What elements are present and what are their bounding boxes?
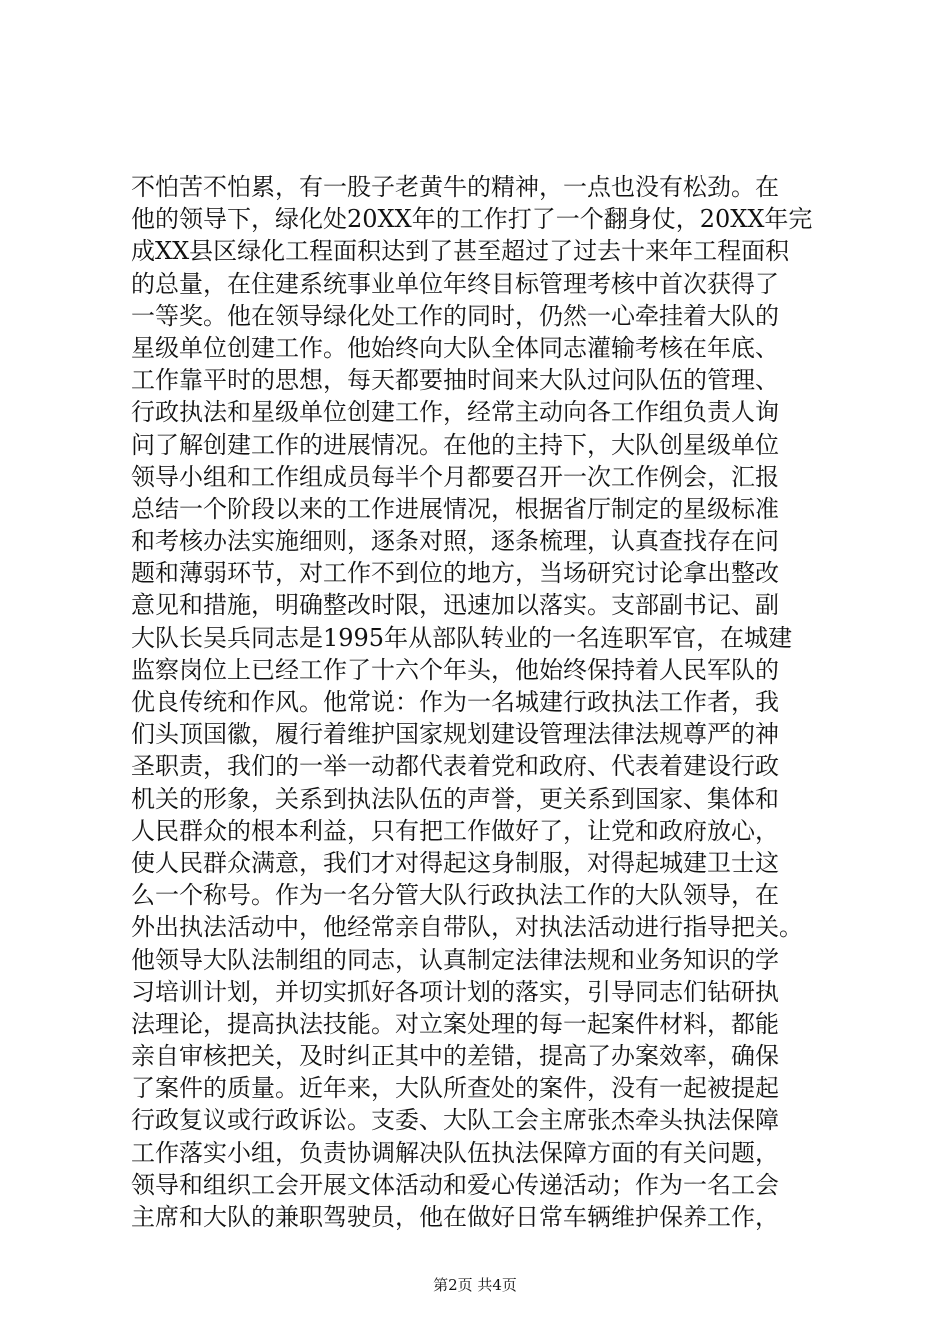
text-line: 和考核办法实施细则，逐条对照，逐条梳理，认真查找存在问 xyxy=(131,527,779,556)
text-line: 他领导大队法制组的同志，认真制定法律法规和业务知识的学 xyxy=(131,945,779,974)
text-line: 工作落实小组，负责协调解决队伍执法保障方面的有关问题， xyxy=(131,1138,779,1167)
text-line: 他的领导下，绿化处20XX年的工作打了一个翻身仗，20XX年完 xyxy=(131,205,813,234)
text-line: 领导和组织工会开展文体活动和爱心传递活动；作为一名工会 xyxy=(131,1170,779,1199)
text-line: 大队长吴兵同志是1995年从部队转业的一名连职军官，在城建 xyxy=(131,623,793,652)
text-line: 机关的形象，关系到执法队伍的声誉，更关系到国家、集体和 xyxy=(131,784,779,813)
text-line: 人民群众的根本利益，只有把工作做好了，让党和政府放心， xyxy=(131,816,779,845)
text-line: 圣职责，我们的一举一动都代表着党和政府、代表着建设行政 xyxy=(131,752,779,781)
text-line: 问了解创建工作的进展情况。在他的主持下，大队创星级单位 xyxy=(131,430,779,459)
text-line: 法理论，提高执法技能。对立案处理的每一起案件材料，都能 xyxy=(131,1009,779,1038)
text-line: 的总量，在住建系统事业单位年终目标管理考核中首次获得了 xyxy=(131,269,779,298)
text-line: 总结一个阶段以来的工作进展情况，根据省厅制定的星级标准 xyxy=(131,494,779,523)
text-line: 题和薄弱环节，对工作不到位的地方，当场研究讨论拿出整改 xyxy=(131,559,779,588)
text-line: 一等奖。他在领导绿化处工作的同时，仍然一心牵挂着大队的 xyxy=(131,301,779,330)
text-line: 亲自审核把关，及时纠正其中的差错，提高了办案效率，确保 xyxy=(131,1042,779,1071)
text-line: 习培训计划，并切实抓好各项计划的落实，引导同志们钻研执 xyxy=(131,977,779,1006)
text-line: 了案件的质量。近年来，大队所查处的案件，没有一起被提起 xyxy=(131,1074,779,1103)
text-line: 外出执法活动中，他经常亲自带队，对执法活动进行指导把关。 xyxy=(131,913,803,942)
text-line: 主席和大队的兼职驾驶员，他在做好日常车辆维护保养工作， xyxy=(131,1203,779,1231)
text-line: 星级单位创建工作。他始终向大队全体同志灌输考核在年底、 xyxy=(131,333,779,362)
text-line: 成XX县区绿化工程面积达到了甚至超过了过去十来年工程面积 xyxy=(131,237,790,266)
text-line: 优良传统和作风。他常说：作为一名城建行政执法工作者，我 xyxy=(131,688,779,716)
text-line: 们头顶国徽，履行着维护国家规划建设管理法律法规尊严的神 xyxy=(131,720,779,749)
text-line: 不怕苦不怕累，有一股子老黄牛的精神，一点也没有松劲。在 xyxy=(131,173,779,201)
text-line: 领导小组和工作组成员每半个月都要召开一次工作例会，汇报 xyxy=(131,462,779,491)
page-number-footer: 第2页 共4页 xyxy=(433,1276,517,1294)
body-text xyxy=(131,171,831,1233)
text-line: 监察岗位上已经工作了十六个年头，他始终保持着人民军队的 xyxy=(131,655,779,684)
text-line: 行政复议或行政诉讼。支委、大队工会主席张杰牵头执法保障 xyxy=(131,1106,779,1135)
text-line: 工作靠平时的思想，每天都要抽时间来大队过问队伍的管理、 xyxy=(131,366,779,395)
text-line: 意见和措施，明确整改时限，迅速加以落实。支部副书记、副 xyxy=(131,591,779,620)
text-line: 行政执法和星级单位创建工作，经常主动向各工作组负责人询 xyxy=(131,398,779,427)
text-line: 么一个称号。作为一名分管大队行政执法工作的大队领导，在 xyxy=(131,881,779,910)
text-line: 使人民群众满意，我们才对得起这身制服，对得起城建卫士这 xyxy=(131,848,779,877)
